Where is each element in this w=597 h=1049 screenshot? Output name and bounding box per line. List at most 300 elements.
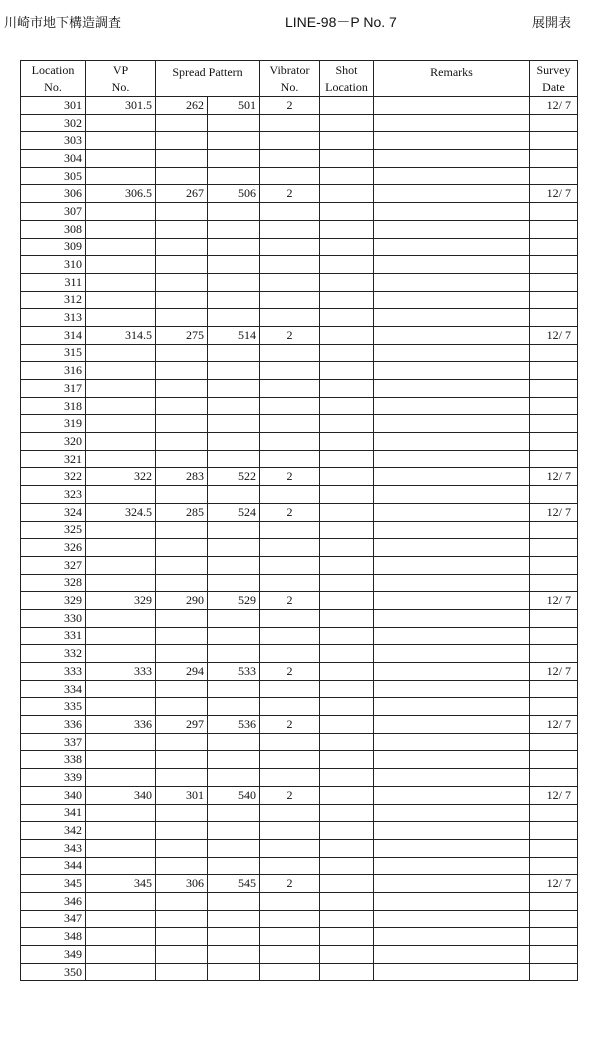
cell-vibrator xyxy=(260,539,320,557)
cell-location: 323 xyxy=(21,486,86,504)
cell-remarks xyxy=(374,663,530,681)
cell-location: 341 xyxy=(21,804,86,822)
cell-spread-end: 506 xyxy=(208,185,260,203)
table-row xyxy=(21,680,578,698)
cell-spread-end xyxy=(208,203,260,221)
cell-shot-location xyxy=(320,344,374,362)
cell-shot-location xyxy=(320,574,374,592)
cell-survey-date: 12/ 7 xyxy=(530,326,578,344)
cell-shot-location xyxy=(320,786,374,804)
cell-spread-start xyxy=(156,539,208,557)
table-row xyxy=(21,433,578,451)
cell-shot-location xyxy=(320,716,374,734)
cell-spread-start xyxy=(156,433,208,451)
cell-spread-end: 514 xyxy=(208,326,260,344)
cell-survey-date xyxy=(530,751,578,769)
cell-spread-start xyxy=(156,627,208,645)
table-row xyxy=(21,892,578,910)
cell-vp: 314.5 xyxy=(86,326,156,344)
cell-vibrator xyxy=(260,627,320,645)
table-row xyxy=(21,556,578,574)
cell-survey-date xyxy=(530,132,578,150)
cell-vibrator xyxy=(260,733,320,751)
cell-location: 332 xyxy=(21,645,86,663)
cell-location: 345 xyxy=(21,875,86,893)
cell-survey-date xyxy=(530,273,578,291)
cell-vp xyxy=(86,220,156,238)
cell-remarks xyxy=(374,344,530,362)
cell-spread-start xyxy=(156,521,208,539)
cell-vp: 322 xyxy=(86,468,156,486)
cell-vibrator xyxy=(260,450,320,468)
cell-remarks xyxy=(374,592,530,610)
cell-shot-location xyxy=(320,309,374,327)
cell-vibrator xyxy=(260,680,320,698)
col-header-vp-l2: No. xyxy=(111,79,130,94)
cell-shot-location xyxy=(320,645,374,663)
col-header-survey-l1: Survey xyxy=(536,62,571,77)
cell-shot-location xyxy=(320,167,374,185)
cell-spread-end xyxy=(208,627,260,645)
cell-vp xyxy=(86,963,156,981)
cell-survey-date: 12/ 7 xyxy=(530,185,578,203)
cell-spread-end xyxy=(208,857,260,875)
cell-vibrator: 2 xyxy=(260,663,320,681)
cell-spread-end xyxy=(208,150,260,168)
cell-survey-date xyxy=(530,150,578,168)
cell-survey-date xyxy=(530,415,578,433)
cell-spread-start xyxy=(156,397,208,415)
cell-vibrator xyxy=(260,362,320,380)
cell-shot-location xyxy=(320,946,374,964)
table-row xyxy=(21,609,578,627)
cell-location: 321 xyxy=(21,450,86,468)
cell-spread-start xyxy=(156,822,208,840)
cell-remarks xyxy=(374,822,530,840)
cell-vibrator xyxy=(260,397,320,415)
cell-location: 330 xyxy=(21,609,86,627)
cell-spread-start xyxy=(156,556,208,574)
cell-location: 350 xyxy=(21,963,86,981)
cell-location: 316 xyxy=(21,362,86,380)
cell-remarks xyxy=(374,150,530,168)
cell-spread-end xyxy=(208,946,260,964)
cell-vibrator: 2 xyxy=(260,185,320,203)
cell-remarks xyxy=(374,220,530,238)
cell-remarks xyxy=(374,556,530,574)
cell-shot-location xyxy=(320,468,374,486)
cell-location: 322 xyxy=(21,468,86,486)
cell-vibrator xyxy=(260,521,320,539)
col-header-location-l2: No. xyxy=(44,79,62,94)
table-row xyxy=(21,344,578,362)
cell-vibrator xyxy=(260,256,320,274)
cell-vibrator xyxy=(260,132,320,150)
col-header-remarks xyxy=(374,61,530,97)
cell-survey-date xyxy=(530,892,578,910)
cell-spread-end: 501 xyxy=(208,97,260,115)
col-header-shot-l2: Location xyxy=(325,79,368,94)
cell-remarks xyxy=(374,698,530,716)
cell-survey-date xyxy=(530,220,578,238)
cell-vp xyxy=(86,857,156,875)
cell-vp xyxy=(86,946,156,964)
cell-vp xyxy=(86,539,156,557)
cell-shot-location xyxy=(320,680,374,698)
table-row xyxy=(21,645,578,663)
cell-survey-date xyxy=(530,857,578,875)
cell-remarks xyxy=(374,609,530,627)
cell-vp xyxy=(86,609,156,627)
cell-vibrator xyxy=(260,645,320,663)
cell-survey-date xyxy=(530,822,578,840)
cell-spread-start xyxy=(156,839,208,857)
cell-spread-end xyxy=(208,397,260,415)
table-row xyxy=(21,150,578,168)
cell-survey-date: 12/ 7 xyxy=(530,875,578,893)
cell-spread-end: 522 xyxy=(208,468,260,486)
cell-spread-start xyxy=(156,946,208,964)
cell-spread-end xyxy=(208,415,260,433)
cell-spread-end xyxy=(208,892,260,910)
cell-shot-location xyxy=(320,822,374,840)
col-header-spread-label: Spread Pattern xyxy=(172,65,243,79)
cell-spread-end xyxy=(208,769,260,787)
cell-survey-date xyxy=(530,839,578,857)
table-row xyxy=(21,822,578,840)
cell-remarks xyxy=(374,486,530,504)
cell-shot-location xyxy=(320,609,374,627)
layout-table xyxy=(20,60,578,981)
cell-vibrator xyxy=(260,751,320,769)
cell-spread-end xyxy=(208,521,260,539)
cell-shot-location xyxy=(320,769,374,787)
col-header-vibrator-l2: No. xyxy=(280,79,299,94)
cell-shot-location xyxy=(320,362,374,380)
col-header-shot xyxy=(320,61,374,97)
cell-vibrator xyxy=(260,344,320,362)
cell-spread-end xyxy=(208,273,260,291)
cell-vp xyxy=(86,521,156,539)
cell-spread-start xyxy=(156,132,208,150)
table-row xyxy=(21,910,578,928)
cell-location: 328 xyxy=(21,574,86,592)
cell-location: 331 xyxy=(21,627,86,645)
cell-remarks xyxy=(374,910,530,928)
table-row xyxy=(21,663,578,681)
cell-remarks xyxy=(374,273,530,291)
cell-shot-location xyxy=(320,273,374,291)
cell-spread-start xyxy=(156,804,208,822)
cell-remarks xyxy=(374,875,530,893)
cell-spread-start: 267 xyxy=(156,185,208,203)
cell-vp: 324.5 xyxy=(86,503,156,521)
table-row xyxy=(21,450,578,468)
cell-remarks xyxy=(374,362,530,380)
table-row xyxy=(21,185,578,203)
cell-vibrator xyxy=(260,769,320,787)
cell-shot-location xyxy=(320,539,374,557)
cell-vibrator xyxy=(260,609,320,627)
cell-location: 327 xyxy=(21,556,86,574)
sheet-type-label: 展開表 xyxy=(532,16,572,31)
cell-spread-start xyxy=(156,167,208,185)
cell-vp xyxy=(86,380,156,398)
cell-vibrator xyxy=(260,203,320,221)
cell-location: 302 xyxy=(21,114,86,132)
cell-remarks xyxy=(374,450,530,468)
cell-spread-start xyxy=(156,415,208,433)
cell-survey-date xyxy=(530,486,578,504)
table-row xyxy=(21,733,578,751)
cell-vp xyxy=(86,892,156,910)
table-row xyxy=(21,415,578,433)
cell-location: 339 xyxy=(21,769,86,787)
cell-spread-end: 524 xyxy=(208,503,260,521)
cell-survey-date xyxy=(530,362,578,380)
table-row xyxy=(21,521,578,539)
cell-vibrator xyxy=(260,167,320,185)
cell-vibrator xyxy=(260,291,320,309)
table-row xyxy=(21,698,578,716)
cell-spread-start xyxy=(156,114,208,132)
cell-vibrator xyxy=(260,433,320,451)
cell-location: 312 xyxy=(21,291,86,309)
cell-spread-start xyxy=(156,291,208,309)
cell-vp xyxy=(86,928,156,946)
table-row xyxy=(21,592,578,610)
cell-vibrator xyxy=(260,114,320,132)
cell-remarks xyxy=(374,309,530,327)
cell-remarks xyxy=(374,680,530,698)
cell-remarks xyxy=(374,716,530,734)
cell-vibrator xyxy=(260,822,320,840)
cell-shot-location xyxy=(320,238,374,256)
cell-remarks xyxy=(374,857,530,875)
cell-remarks xyxy=(374,928,530,946)
cell-vibrator xyxy=(260,946,320,964)
cell-shot-location xyxy=(320,380,374,398)
cell-vibrator xyxy=(260,857,320,875)
cell-spread-start xyxy=(156,769,208,787)
cell-shot-location xyxy=(320,114,374,132)
col-header-vibrator xyxy=(260,61,320,97)
cell-spread-start xyxy=(156,892,208,910)
cell-survey-date xyxy=(530,946,578,964)
cell-remarks xyxy=(374,804,530,822)
cell-remarks xyxy=(374,433,530,451)
cell-location: 307 xyxy=(21,203,86,221)
cell-location: 347 xyxy=(21,910,86,928)
cell-location: 326 xyxy=(21,539,86,557)
cell-spread-start: 283 xyxy=(156,468,208,486)
cell-vp xyxy=(86,238,156,256)
cell-vp xyxy=(86,433,156,451)
table-row xyxy=(21,627,578,645)
cell-spread-start: 285 xyxy=(156,503,208,521)
cell-shot-location xyxy=(320,397,374,415)
cell-survey-date xyxy=(530,539,578,557)
cell-survey-date xyxy=(530,291,578,309)
cell-shot-location xyxy=(320,592,374,610)
table-row xyxy=(21,804,578,822)
cell-vibrator: 2 xyxy=(260,875,320,893)
cell-shot-location xyxy=(320,203,374,221)
cell-vp: 306.5 xyxy=(86,185,156,203)
cell-location: 309 xyxy=(21,238,86,256)
table-row xyxy=(21,786,578,804)
cell-vp xyxy=(86,556,156,574)
cell-location: 346 xyxy=(21,892,86,910)
cell-remarks xyxy=(374,97,530,115)
cell-vibrator: 2 xyxy=(260,716,320,734)
cell-remarks xyxy=(374,627,530,645)
cell-vp xyxy=(86,751,156,769)
table-row xyxy=(21,539,578,557)
col-header-vp xyxy=(86,61,156,97)
cell-location: 348 xyxy=(21,928,86,946)
table-row xyxy=(21,326,578,344)
cell-spread-end xyxy=(208,928,260,946)
col-header-vibrator-l1: Vibrator xyxy=(269,62,310,77)
cell-vp: 329 xyxy=(86,592,156,610)
cell-vp xyxy=(86,344,156,362)
cell-remarks xyxy=(374,167,530,185)
cell-vibrator: 2 xyxy=(260,786,320,804)
cell-spread-end xyxy=(208,486,260,504)
cell-vp xyxy=(86,769,156,787)
cell-remarks xyxy=(374,963,530,981)
cell-location: 333 xyxy=(21,663,86,681)
cell-shot-location xyxy=(320,185,374,203)
table-row xyxy=(21,839,578,857)
cell-vibrator xyxy=(260,574,320,592)
cell-vibrator: 2 xyxy=(260,503,320,521)
cell-survey-date xyxy=(530,450,578,468)
cell-vibrator xyxy=(260,486,320,504)
cell-spread-start xyxy=(156,751,208,769)
cell-spread-start xyxy=(156,220,208,238)
cell-vibrator xyxy=(260,698,320,716)
cell-location: 320 xyxy=(21,433,86,451)
cell-survey-date xyxy=(530,910,578,928)
table-row xyxy=(21,309,578,327)
cell-vibrator xyxy=(260,238,320,256)
cell-remarks xyxy=(374,203,530,221)
cell-shot-location xyxy=(320,698,374,716)
cell-vp xyxy=(86,733,156,751)
cell-spread-start xyxy=(156,928,208,946)
cell-spread-end xyxy=(208,256,260,274)
cell-location: 306 xyxy=(21,185,86,203)
cell-vp xyxy=(86,203,156,221)
document-title: 川崎市地下構造調査 xyxy=(4,16,122,31)
cell-location: 308 xyxy=(21,220,86,238)
cell-vp xyxy=(86,167,156,185)
cell-survey-date xyxy=(530,645,578,663)
table-row xyxy=(21,574,578,592)
cell-vibrator xyxy=(260,963,320,981)
cell-spread-end xyxy=(208,539,260,557)
cell-spread-end xyxy=(208,380,260,398)
cell-location: 344 xyxy=(21,857,86,875)
cell-spread-end xyxy=(208,751,260,769)
cell-location: 317 xyxy=(21,380,86,398)
cell-remarks xyxy=(374,892,530,910)
cell-location: 329 xyxy=(21,592,86,610)
cell-shot-location xyxy=(320,521,374,539)
cell-location: 336 xyxy=(21,716,86,734)
cell-spread-start xyxy=(156,680,208,698)
cell-survey-date: 12/ 7 xyxy=(530,786,578,804)
cell-spread-start xyxy=(156,698,208,716)
cell-vp xyxy=(86,132,156,150)
cell-survey-date xyxy=(530,627,578,645)
cell-remarks xyxy=(374,238,530,256)
cell-shot-location xyxy=(320,963,374,981)
cell-shot-location xyxy=(320,291,374,309)
cell-vibrator xyxy=(260,309,320,327)
cell-spread-start: 294 xyxy=(156,663,208,681)
cell-spread-end xyxy=(208,344,260,362)
cell-spread-start xyxy=(156,380,208,398)
cell-spread-end: 536 xyxy=(208,716,260,734)
cell-spread-start: 262 xyxy=(156,97,208,115)
cell-spread-end xyxy=(208,733,260,751)
cell-spread-start xyxy=(156,309,208,327)
cell-shot-location xyxy=(320,733,374,751)
cell-spread-start xyxy=(156,344,208,362)
cell-spread-start: 297 xyxy=(156,716,208,734)
cell-survey-date: 12/ 7 xyxy=(530,716,578,734)
cell-vp xyxy=(86,256,156,274)
table-row xyxy=(21,220,578,238)
cell-survey-date xyxy=(530,556,578,574)
cell-spread-end xyxy=(208,309,260,327)
cell-shot-location xyxy=(320,627,374,645)
table-row xyxy=(21,468,578,486)
cell-spread-end xyxy=(208,220,260,238)
cell-shot-location xyxy=(320,857,374,875)
col-header-remarks-label: Remarks xyxy=(430,65,473,79)
cell-spread-end xyxy=(208,645,260,663)
cell-spread-end: 529 xyxy=(208,592,260,610)
cell-spread-start xyxy=(156,857,208,875)
cell-vp xyxy=(86,114,156,132)
table-row xyxy=(21,769,578,787)
cell-shot-location xyxy=(320,663,374,681)
cell-vp: 333 xyxy=(86,663,156,681)
table-row xyxy=(21,751,578,769)
cell-survey-date xyxy=(530,804,578,822)
cell-spread-start xyxy=(156,256,208,274)
cell-spread-end: 545 xyxy=(208,875,260,893)
table-row xyxy=(21,238,578,256)
cell-remarks xyxy=(374,751,530,769)
cell-remarks xyxy=(374,839,530,857)
cell-survey-date: 12/ 7 xyxy=(530,503,578,521)
cell-vp xyxy=(86,680,156,698)
cell-vp xyxy=(86,273,156,291)
cell-location: 315 xyxy=(21,344,86,362)
cell-survey-date xyxy=(530,238,578,256)
cell-vibrator xyxy=(260,556,320,574)
cell-survey-date xyxy=(530,256,578,274)
table-row xyxy=(21,946,578,964)
cell-location: 335 xyxy=(21,698,86,716)
cell-remarks xyxy=(374,574,530,592)
cell-vp: 345 xyxy=(86,875,156,893)
